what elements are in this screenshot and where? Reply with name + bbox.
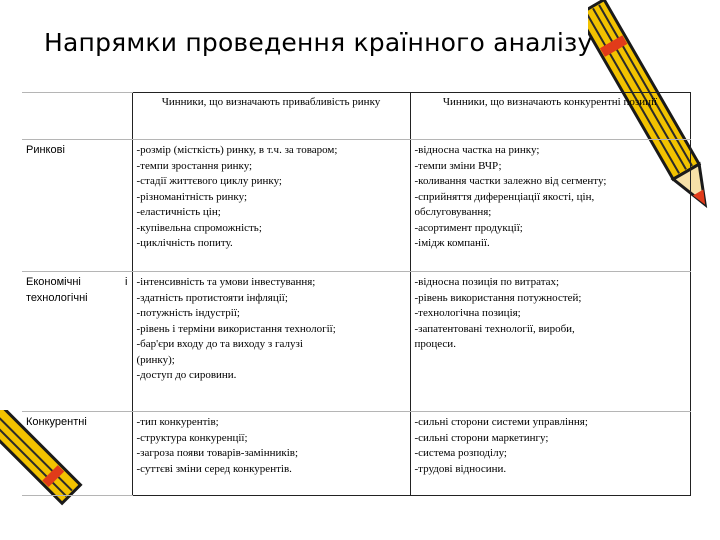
list-item: -запатентовані технології, вироби, [414, 322, 575, 335]
header-cell-empty [22, 93, 132, 140]
row-label-competitive: Конкурентні [26, 416, 87, 428]
list-item: -сприйняття диференціації якості, цін, [414, 190, 595, 203]
list-position [410, 140, 690, 272]
table-row [22, 140, 690, 272]
list-item: -суттєві зміни серед конкурентів. [136, 462, 292, 475]
list-attractiveness [132, 272, 410, 412]
list-item: обслуговування; [414, 206, 492, 218]
row-label-technological: технологічні [26, 291, 88, 304]
list-item: -рівень використання потужностей; [414, 291, 582, 304]
table-header-row [22, 93, 690, 140]
list-item: -структура конкуренції; [136, 431, 248, 444]
list-item: (ринку); [136, 353, 175, 366]
header-attractiveness: Чинники, що визначають привабливість ринку [132, 93, 410, 140]
list-item: -асортимент продукції; [414, 221, 523, 234]
row-label-conjunction: і [125, 276, 128, 288]
list-attractiveness [132, 412, 410, 496]
list-position [410, 412, 690, 496]
list-item: -темпи зміни ВЧР; [414, 159, 502, 172]
list-item: -сильні сторони системи управління; [414, 416, 588, 428]
list-item: -відносна частка на ринку; [414, 144, 540, 156]
list-item: -потужність індустрії; [136, 307, 240, 319]
list-item: -розмір (місткість) ринку, в т.ч. за товаром; [136, 144, 338, 156]
analysis-table [22, 92, 691, 496]
list-item: -загроза появи товарів-замінників; [136, 447, 299, 459]
list-item: процеси. [414, 338, 456, 350]
list-item: -відносна позиція по витратах; [414, 276, 560, 288]
list-item: -імідж компанії. [414, 237, 490, 249]
table-row [22, 412, 690, 496]
list-attractiveness [132, 140, 410, 272]
list-position [410, 272, 690, 412]
list-item: -інтенсивність та умови інвестування; [136, 276, 316, 288]
list-item: -сильні сторони маркетингу; [414, 431, 549, 444]
list-item: -темпи зростання ринку; [136, 159, 253, 172]
list-item: -доступ до сировини. [136, 369, 237, 381]
list-item: -система розподілу; [414, 447, 507, 459]
list-item: -тип конкурентів; [136, 416, 219, 428]
list-item: -циклічність попиту. [136, 237, 233, 249]
list-item: -різноманітність ринку; [136, 190, 248, 203]
list-item: -бар'єри входу до та виходу з галузі [136, 338, 303, 350]
list-item: -трудові відносини. [414, 462, 507, 475]
row-label-market: Ринкові [26, 144, 65, 156]
list-item: -купівельна спроможність; [136, 221, 262, 234]
list-item: -стадії життєвого циклу ринку; [136, 175, 282, 187]
row-label-economic: Економічні [26, 276, 81, 288]
table-row [22, 272, 690, 412]
list-item: -здатність протистояти інфляції; [136, 291, 288, 304]
header-competitive-position: Чинники, що визначають конкурентні позиції [410, 93, 690, 140]
list-item: -еластичність цін; [136, 206, 221, 218]
page-title: Напрямки проведення країнного аналізу [44, 28, 593, 57]
list-item: -технологічна позиція; [414, 307, 521, 319]
list-item: -рівень і терміни використання технології; [136, 322, 336, 335]
list-item: -коливання частки залежно від сегменту; [414, 175, 607, 187]
